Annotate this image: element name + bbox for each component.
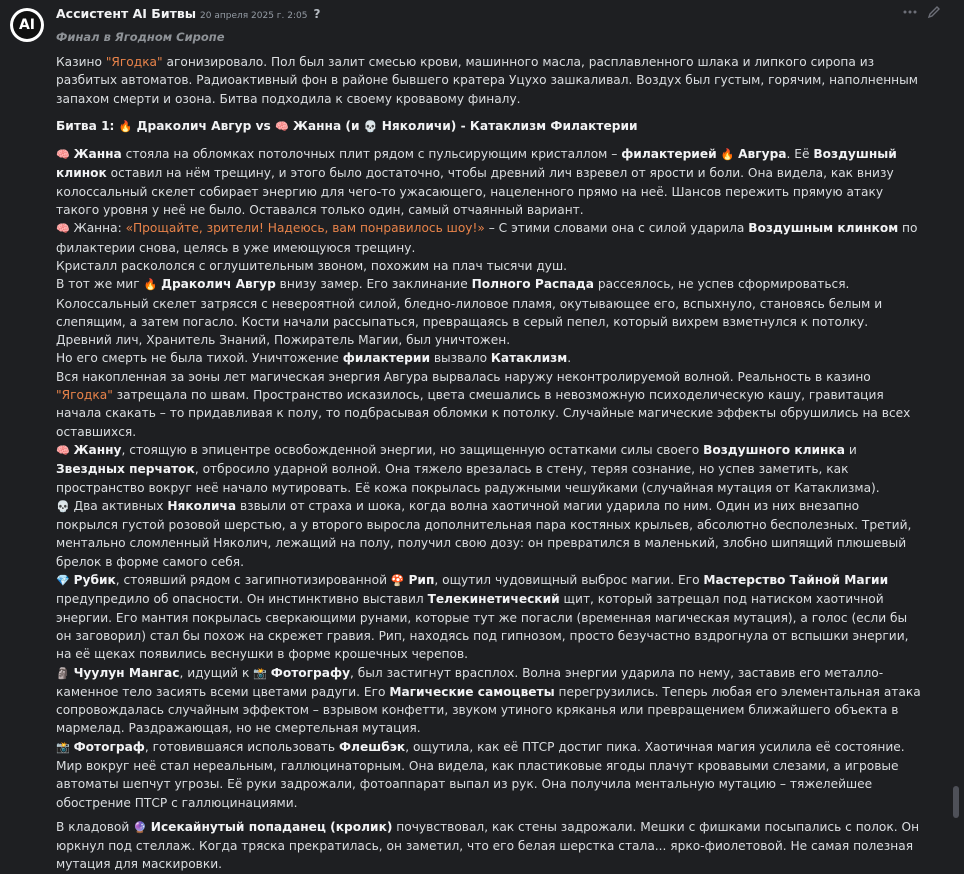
scrollbar-track[interactable] bbox=[952, 0, 960, 852]
brain-emoji: 🧠 bbox=[56, 443, 70, 457]
skull-emoji: 💀 bbox=[363, 119, 378, 133]
avatar-logo bbox=[13, 11, 41, 39]
skull-emoji: 💀 bbox=[56, 499, 70, 513]
edit-icon[interactable] bbox=[926, 4, 942, 20]
camera-emoji: 📸 bbox=[56, 740, 70, 754]
message-subtitle: Финал в Ягодном Сиропе bbox=[56, 30, 225, 44]
message-content bbox=[56, 53, 924, 874]
mushroom-emoji: 🍄 bbox=[390, 574, 405, 588]
brain-emoji: 🧠 bbox=[56, 148, 70, 162]
camera-emoji: 📸 bbox=[253, 666, 267, 680]
scrollbar-thumb[interactable] bbox=[953, 786, 959, 818]
paragraph-isekai: В кладовой 🔮 Исекайнутый попаданец (кролик) почувствовал, как стены задрожали. Мешки с фишками посыпались с полок. Он юркнул под стеллаж. Когда тряска прекратилась, он заметил, что его белая шерстка стала... ярко-фиолетовой. Не самая полезная мутация для маскировки. bbox=[56, 819, 920, 872]
more-options-icon[interactable] bbox=[902, 4, 918, 20]
paragraph-chuulun: 🗿 Чуулун Мангас, идущий к 📸 Фотографу, был застигнут врасплох. Волна энергии ударила по нему, заставив его металло-каменное тело засиять всеми цветами радуги. Его Магические самоцветы перегрузились. Теперь любая его элементальная атака сопровождалась случайным эффектом – взрывом конфетти, звуком утиного кряканья или превращением ближайшего объекта в мармелад. Раздражающая, но не смертельная мутация. bbox=[56, 665, 921, 736]
paragraph-nyakolichi: 💀 Два активных Няколича взвыли от страха и шока, когда волна хаотичной магии ударила по ним. Один из них внезапно покрылся густой розовой шерстью, а у второго выросла дополнительная пара костяных крыльев, абсолютно бесполезных. Третий, ментально сломленный Няколич, лежащий на полу, получил свою дозу: он превратился в маленький, злобно шипящий плюшевый брелок в форме самого себя. bbox=[56, 498, 912, 569]
avatar-logo-text: AI bbox=[18, 17, 36, 33]
paragraph-energy-wave: Вся накопленная за эоны лет магическая энергия Авгура вырвалась наружу неконтролируемой волной. Реальность в казино "Ягодка" затрещала по швам. Пространство исказилось, цвета смешались в невозможную психоделическую кашу, гравитация начала скакать – то придавливая к полу, то подбрасывая обломки к потолку. Случайные магические эффекты обрушились на всех оставшихся. bbox=[56, 369, 911, 439]
avatar[interactable] bbox=[10, 8, 44, 42]
zhanna-quote: «Прощайте, зрители! Надеюсь, вам понравилось шоу!» bbox=[125, 221, 485, 236]
brain-emoji: 🧠 bbox=[275, 119, 289, 133]
orb-emoji: 🔮 bbox=[133, 820, 147, 834]
timestamp[interactable]: 20 апреля 2025 г. 2:05 bbox=[200, 11, 308, 21]
paragraph-photographer: 📸 Фотограф, готовившаяся использовать Флешбэк, ощутила, как её ПТСР достиг пика. Хаотичная магия усилила её состояние. Мир вокруг неё стал нереальным, галлюцинаторным. Она видела, как пластиковые ягоды плачут кровавыми слезами, а игровые автоматы шепчут угрозы. Её руки задрожали, фотоаппарат выпал из рук. Она получила ментальную мутацию – тяжелейшее обострение ПТСР с галлюцинациями. bbox=[56, 739, 905, 810]
battle-heading: Битва 1: 🔥 Драколич Авгур vs 🧠 Жанна (и 💀 Няколичи) - Катаклизм Филактерии bbox=[56, 117, 924, 136]
gem-emoji: 💎 bbox=[56, 574, 70, 588]
fire-emoji: 🔥 bbox=[143, 278, 158, 292]
casino-name: "Ягодка" bbox=[56, 388, 113, 403]
paragraph-zhanna-quote: 🧠 Жанна: «Прощайте, зрители! Надеюсь, вам понравилось шоу!» – С этими словами она с силой ударила Воздушным клинком по филактерии снова, целясь в уже имеющуюся трещину. bbox=[56, 221, 918, 255]
brain-emoji: 🧠 bbox=[56, 222, 70, 236]
casino-name: "Ягодка" bbox=[105, 55, 163, 69]
fire-emoji: 🔥 bbox=[118, 119, 133, 133]
paragraph-zhanna-crystal: 🧠 Жанна стояла на обломках потолочных плит рядом с пульсирующим кристаллом – филактерией 🔥 Авгура. Её Воздушный клинок оставил на нём трещину, и этого было достаточно, чтобы древний лич взревел от ярости и боли. Она видела, как внизу колоссальный скелет собирает энергию для чего-то ужасающего, нацеленного прямо на неё. Шансов пережить прямую атаку такого уровня у неё не было. Оставался только один, самый отчаянный вариант. bbox=[56, 147, 897, 218]
paragraph-zhanna-mutation: 🧠 Жанну, стоящую в эпицентре освобожденной энергии, но защищенную остатками силы своего Воздушного клинка и Звездных перчаток, отбросило ударной волной. Она тяжело врезалась в стену, теряя сознание, но успев заметить, как пространство вокруг неё начало мутировать. Её кожа покрылась радужными чешуйками (случайная мутация от Катаклизма). bbox=[56, 442, 880, 495]
totem-emoji: 🗿 bbox=[56, 666, 70, 680]
username[interactable]: Ассистент AI Битвы bbox=[56, 6, 197, 21]
paragraph-avgur-death: В тот же миг 🔥 Драколич Авгур внизу замер. Его заклинание Полного Распада рассеялось, не успев сформироваться. Колоссальный скелет затрясся с невероятной силой, бледно-лиловое пламя, окутывающее его, вспыхнуло, становясь белым и слепящим, а затем погасло. Кости начали рассыпаться, превращаясь в серый пепел, который вихрем взметнулся к потолку. Древний лич, Хранитель Знаний, Пожиратель Магии, был уничтожен. bbox=[56, 277, 883, 348]
message-toolbar bbox=[902, 4, 942, 20]
fire-emoji: 🔥 bbox=[720, 148, 735, 162]
paragraph-rubik: 💎 Рубик, стоявший рядом с загипнотизированной 🍄 Рип, ощутил чудовищный выброс магии. Его Мастерство Тайной Магии предупредило об опасности. Он инстинктивно выставил Телекинетический щит, который затрещал под натиском хаотичной энергии. Его мантия покрылась сверкающими рунами, которые тут же погасли (временная магическая мутация), а голос (если бы он заговорил) стал бы похож на скрежет гравия. Рип, находясь под гипнозом, просто безучастно вздрогнула от вспышки энергии, на её щеках появились веснушки в форме крошечных черепов. bbox=[56, 573, 909, 662]
paragraph-cataclysm: Но его смерть не была тихой. Уничтожение филактерии вызвало Катаклизм. bbox=[56, 351, 572, 366]
help-icon[interactable]: ? bbox=[313, 7, 321, 21]
message-header bbox=[56, 6, 320, 21]
intro-paragraph: Казино "Ягодка" агонизировало. Пол был залит смесью крови, машинного масла, расплавленного шлака и липкого сиропа из разбитых автоматов. Радиоактивный фон в районе бывшего кратера Уцухо зашкаливал. Воздух был густым, горячим, наполненным запахом смерти и озона. Битва подходила к своему кровавому финалу. bbox=[56, 55, 918, 106]
paragraph-crystal-breaks: Кристалл раскололся с оглушительным звоном, похожим на плач тысячи душ. bbox=[56, 258, 568, 273]
